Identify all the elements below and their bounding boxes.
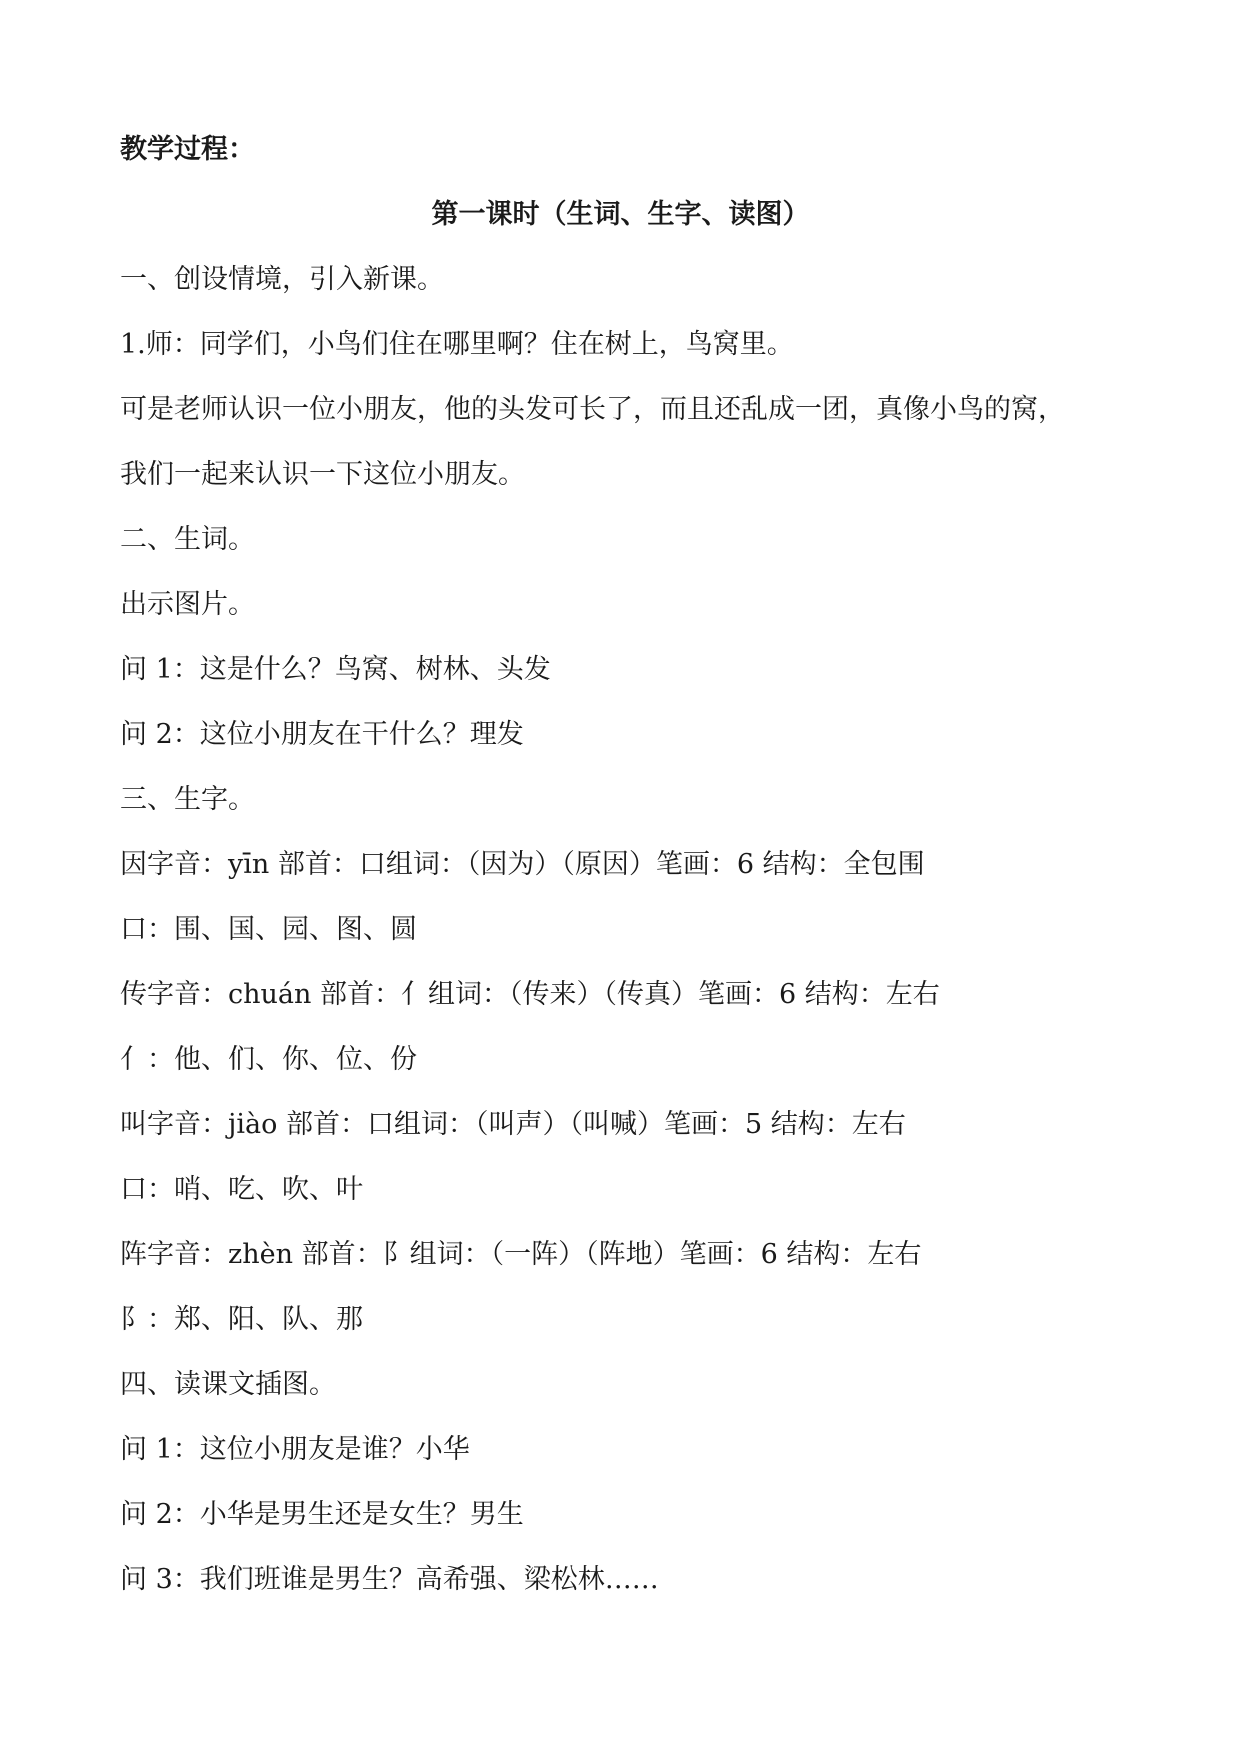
text-line: 因字音：yīn 部首：口组词：（因为）（原因）笔画：6 结构：全包围 <box>120 849 925 880</box>
text-line: 阝：郑、阳、队、那 <box>120 1304 363 1335</box>
text-line: 我们一起来认识一下这位小朋友。 <box>120 459 525 490</box>
text-line: 问 2：这位小朋友在干什么？理发 <box>120 719 524 750</box>
text-line: 问 3：我们班谁是男生？高希强、梁松林…… <box>120 1564 659 1595</box>
section-heading: 教学过程： <box>120 134 255 165</box>
text-line: 三、生字。 <box>120 784 255 815</box>
text-line: 可是老师认识一位小朋友，他的头发可长了，而且还乱成一团，真像小鸟的窝， <box>120 394 1065 425</box>
text-line: 四、读课文插图。 <box>120 1369 336 1400</box>
text-line: 传字音：chuán 部首：亻组词：（传来）（传真）笔画：6 结构：左右 <box>120 979 940 1010</box>
text-line: 阵字音：zhèn 部首：阝组词：（一阵）（阵地）笔画：6 结构：左右 <box>120 1239 922 1270</box>
text-line: 口：哨、吃、吹、叶 <box>120 1174 363 1205</box>
text-line: 叫字音：jiào 部首：口组词：（叫声）（叫喊）笔画：5 结构：左右 <box>120 1109 906 1140</box>
text-line: 口：围、国、园、图、圆 <box>120 914 417 945</box>
lesson-title: 第一课时（生词、生字、读图） <box>431 199 810 230</box>
text-line: 二、生词。 <box>120 524 255 555</box>
text-line: 亻：他、们、你、位、份 <box>120 1044 417 1075</box>
text-line: 一、创设情境，引入新课。 <box>120 264 444 295</box>
text-line: 问 1：这是什么？鸟窝、树林、头发 <box>120 654 551 685</box>
text-line: 问 1：这位小朋友是谁？小华 <box>120 1434 470 1465</box>
text-line: 1.师：同学们，小鸟们住在哪里啊？住在树上，鸟窝里。 <box>120 329 794 360</box>
text-line: 出示图片。 <box>120 589 255 620</box>
lesson-content <box>120 260 1170 1625</box>
text-line: 问 2：小华是男生还是女生？男生 <box>120 1499 524 1530</box>
